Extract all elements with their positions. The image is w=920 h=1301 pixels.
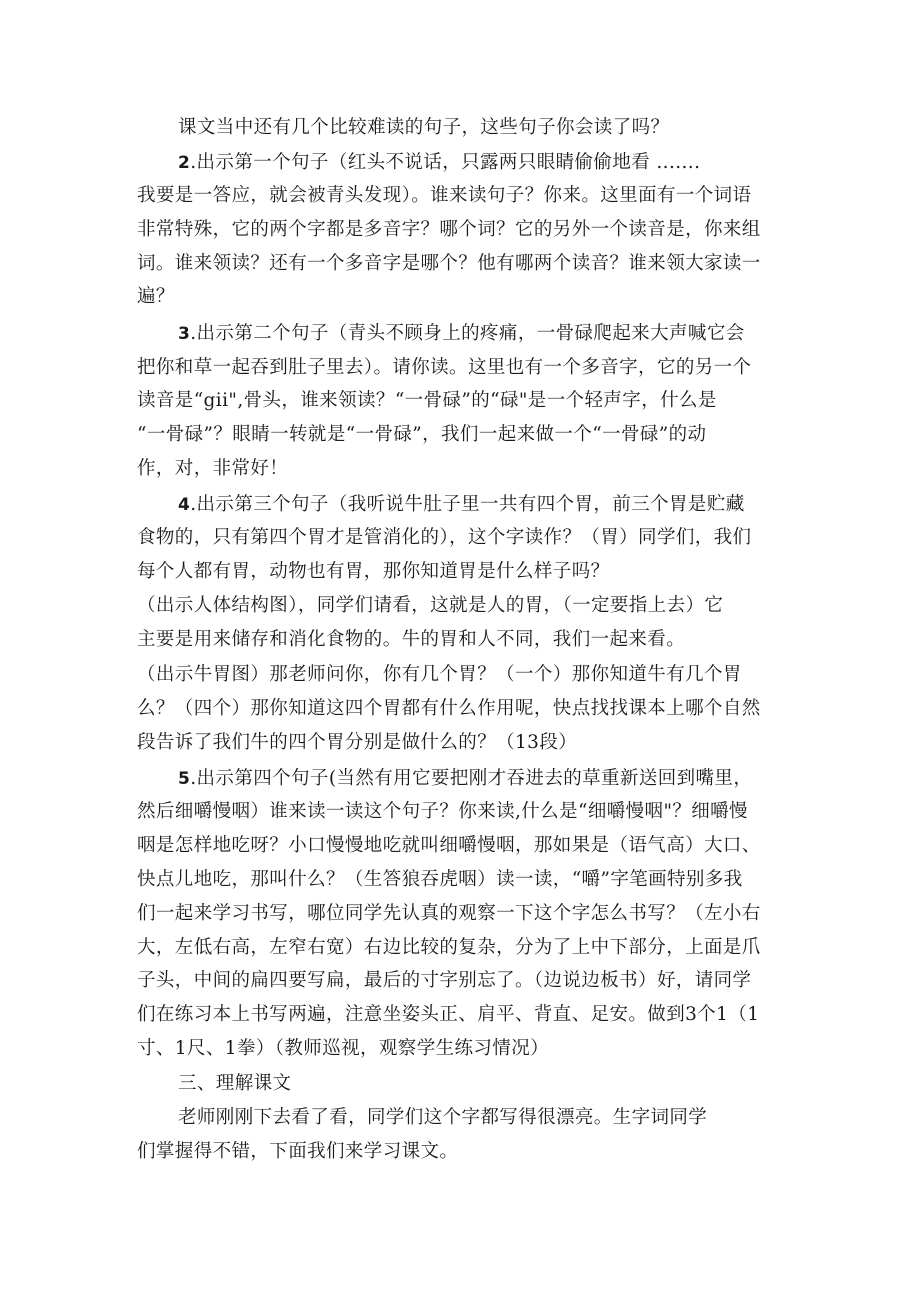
- text-line: 2.出示第一个句子（红头不说话，只露两只眼睛偷偷地看 .......: [178, 152, 701, 173]
- text-line: 们掌握得不错，下面我们来学习课文。: [137, 1141, 459, 1162]
- item-number: 3: [178, 324, 191, 344]
- text-line: 3.出示第二个句子（青头不顾身上的疼痛，一骨碌爬起来大声喊它会: [178, 323, 745, 344]
- text-line: 大，左低右高，左窄右宽）右边比较的复杂，分为了上中下部分，上面是爪: [137, 937, 761, 958]
- text-line: 快点儿地吃，那叫什么？（生答狼吞虎咽）读一读，“嚼”字笔画特别多我: [137, 869, 743, 890]
- text-line: （出示人体结构图），同学们请看，这就是人的胃，（一定要指上去）它: [137, 595, 724, 616]
- text-line: “一骨碌”？眼睛一转就是“一骨碌”，我们一起来做一个“一骨碌”的动: [137, 424, 707, 445]
- text-line: （出示牛胃图）那老师问你，你有几个胃？（一个）那你知道牛有几个胃: [137, 664, 742, 685]
- text-line: 课文当中还有几个比较难读的句子，这些句子你会读了吗？: [178, 117, 670, 138]
- text-line: 把你和草一起吞到肚子里去）。请你读。这里也有一个多音字，它的另一个: [137, 357, 752, 378]
- text-line: 咽是怎样地吃呀？小口慢慢地吃就叫细嚼慢咽，那如果是（语气高）大口、: [137, 835, 761, 856]
- text-line: 们在练习本上书写两遍，注意坐姿头正、肩平、背直、足安。做到3个1（1: [137, 1004, 760, 1025]
- text-line: 段告诉了我们牛的四个胃分别是做什么的？（13段）: [137, 732, 578, 753]
- item-number: 2: [178, 153, 191, 173]
- text-line: 子头，中间的扁四要写扁，最后的寸字别忘了。（边说边板书）好，请同学: [137, 970, 752, 991]
- text-line: 么？（四个）那你知道这四个胃都有什么作用呢，快点找找课本上哪个自然: [137, 698, 761, 719]
- text-line: 主要是用来储存和消化食物的。牛的胃和人不同，我们一起来看。: [137, 629, 686, 650]
- text-line: 食物的，只有第四个胃才是管消化的），这个字读作？（胃）同学们，我们: [137, 527, 752, 548]
- text-line: 我要是一答应，就会被青头发现）。谁来读句子？你来。这里面有一个词语: [137, 185, 752, 206]
- text-line: 5.出示第四个句子(当然有用它要把刚才吞进去的草重新送回到嘴里，: [178, 768, 753, 789]
- text-line: 非常特殊，它的两个字都是多音字？哪个词？它的另外一个读音是，你来组: [137, 219, 761, 240]
- text-line: 4.出示第三个句子（我听说牛肚子里一共有四个胃，前三个胃是贮藏: [178, 494, 745, 515]
- item-number: 4: [178, 495, 191, 515]
- text-line: 每个人都有胃，动物也有胃，那你知道胃是什么样子吗？: [137, 561, 610, 582]
- text-line: 读音是“gii",骨头，谁来领读？“一骨碌”的“碌"是一个轻声字，什么是: [137, 390, 717, 411]
- text-line: 然后细嚼慢咽）谁来读一读这个句子？你来读,什么是“细嚼慢咽"？细嚼慢: [137, 801, 748, 822]
- text-line: 遍？: [137, 286, 175, 307]
- item-number: 5: [178, 769, 191, 789]
- text-line: 们一起来学习书写，哪位同学先认真的观察一下这个字怎么书写？（左小右: [137, 903, 761, 924]
- text-line: 寸、1尺、1拳）（教师巡视，观察学生练习情况）: [137, 1038, 549, 1059]
- text-line: 作，对，非常好！: [137, 458, 289, 479]
- section-heading: 三、理解课文: [178, 1073, 292, 1094]
- text-line: 老师刚刚下去看了看，同学们这个字都写得很漂亮。生字词同学: [178, 1107, 708, 1128]
- text-line: 词。谁来领读？还有一个多音字是哪个？他有哪两个读音？谁来领大家读一: [137, 253, 761, 274]
